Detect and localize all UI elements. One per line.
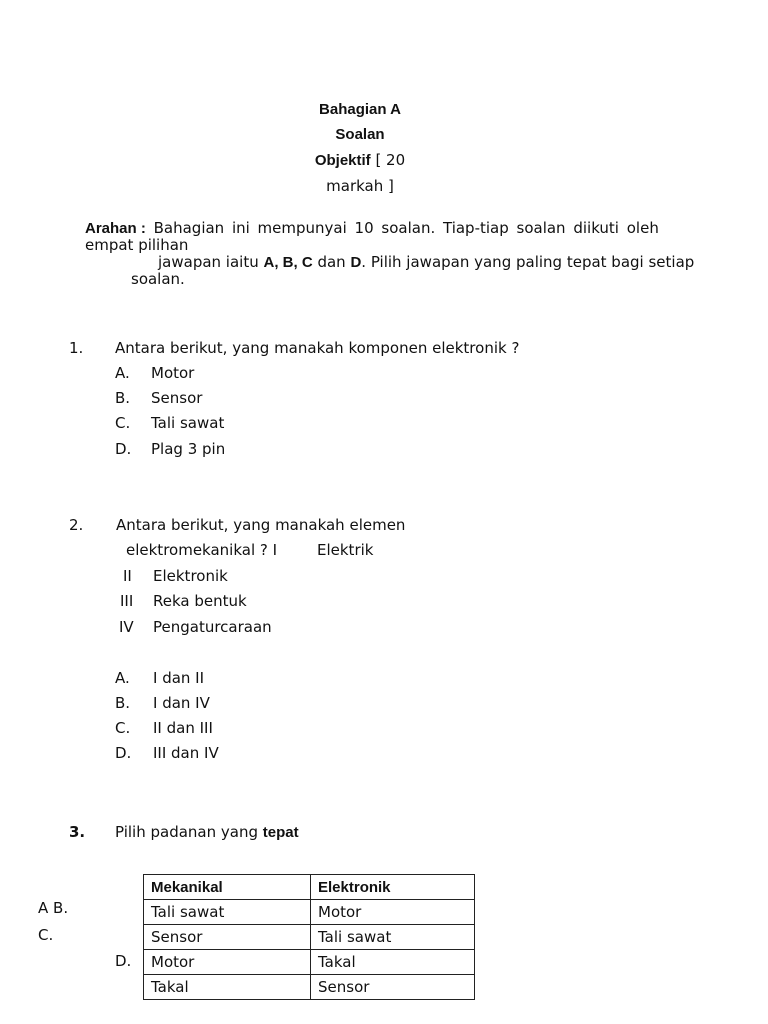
- q1-option-c-letter: C.: [115, 414, 131, 432]
- table-row: [144, 925, 475, 950]
- instructions-text3c: dan: [312, 253, 351, 271]
- q2-item-1-text: Elektrik: [317, 541, 374, 559]
- q3-label-c: C.: [38, 926, 54, 944]
- q1-option-a-letter: A.: [115, 364, 130, 382]
- q2-item-3-text: Reka bentuk: [153, 592, 247, 610]
- q1-option-b-text: Sensor: [151, 389, 203, 407]
- q2-item-3-roman: III: [120, 592, 134, 610]
- table-row: [144, 975, 475, 1000]
- table-header-elektronik: Elektronik: [311, 875, 475, 900]
- section-marks: markah ]: [326, 177, 394, 195]
- q1-number: 1.: [69, 339, 84, 357]
- q2-text-line1: Antara berikut, yang manakah elemen: [116, 516, 406, 534]
- q3-text-plain: Pilih padanan yang: [115, 823, 263, 841]
- q2-option-b-letter: B.: [115, 694, 131, 712]
- q1-option-d-letter: D.: [115, 440, 132, 458]
- instructions-line4: soalan.: [131, 270, 185, 288]
- q3-number: 3.: [69, 823, 86, 841]
- q1-option-a-text: Motor: [151, 364, 195, 382]
- section-type: [280, 151, 440, 169]
- table-row: [144, 900, 475, 925]
- section-subtitle: Soalan: [335, 126, 385, 143]
- q2-number: 2.: [69, 516, 84, 534]
- q2-item-2-roman: II: [123, 567, 132, 585]
- table-cell: Takal: [144, 975, 311, 1000]
- table-cell: Motor: [144, 950, 311, 975]
- q3-label-d: D.: [115, 952, 132, 970]
- q2-item-4-text: Pengaturcaraan: [153, 618, 272, 636]
- table-row: [144, 950, 475, 975]
- q1-text: Antara berikut, yang manakah komponen elektronik ?: [115, 339, 520, 357]
- table-cell: Tali sawat: [311, 925, 475, 950]
- instructions-line1: [85, 219, 659, 237]
- q2-item-2-text: Elektronik: [153, 567, 228, 585]
- q2-item-4-roman: IV: [119, 618, 134, 636]
- q3-text-bold: tepat: [262, 824, 299, 841]
- q2-text-line2: elektromekanikal ? I: [126, 541, 278, 559]
- q1-option-b-letter: B.: [115, 389, 131, 407]
- table-cell: Motor: [311, 900, 475, 925]
- instructions-text3a: jawapan iaitu: [158, 253, 264, 271]
- q2-option-d-letter: D.: [115, 744, 132, 762]
- table-cell: Takal: [311, 950, 475, 975]
- instructions-choices-bold: A, B, C: [263, 254, 313, 271]
- section-title: Bahagian A: [319, 101, 401, 118]
- q3-text: [115, 823, 299, 841]
- q3-match-table: [143, 874, 475, 1000]
- instructions-line3: [158, 253, 694, 271]
- table-header-row: [144, 875, 475, 900]
- q2-option-a-text: I dan II: [153, 669, 205, 687]
- q2-option-d-text: III dan IV: [153, 744, 219, 762]
- q1-option-c-text: Tali sawat: [151, 414, 225, 432]
- instructions-text1: Bahagian ini mempunyai 10 soalan. Tiap-tiap soalan diikuti oleh: [145, 219, 659, 237]
- q1-option-d-text: Plag 3 pin: [151, 440, 226, 458]
- section-type-bold: Objektif: [314, 152, 371, 169]
- q2-option-a-letter: A.: [115, 669, 130, 687]
- q3-label-ab: A B.: [38, 899, 69, 917]
- instructions-choice-d-bold: D: [350, 254, 362, 271]
- q2-option-c-text: II dan III: [153, 719, 213, 737]
- section-type-rest: [ 20: [370, 151, 406, 169]
- instructions-text3e: . Pilih jawapan yang paling tepat bagi setiap: [361, 253, 695, 271]
- table-header-mekanikal: Mekanikal: [144, 875, 311, 900]
- q2-option-b-text: I dan IV: [153, 694, 210, 712]
- table-cell: Sensor: [144, 925, 311, 950]
- table-cell: Tali sawat: [144, 900, 311, 925]
- instructions-label: Arahan :: [85, 220, 146, 237]
- instructions-line2: empat pilihan: [85, 236, 189, 254]
- table-cell: Sensor: [311, 975, 475, 1000]
- q2-option-c-letter: C.: [115, 719, 131, 737]
